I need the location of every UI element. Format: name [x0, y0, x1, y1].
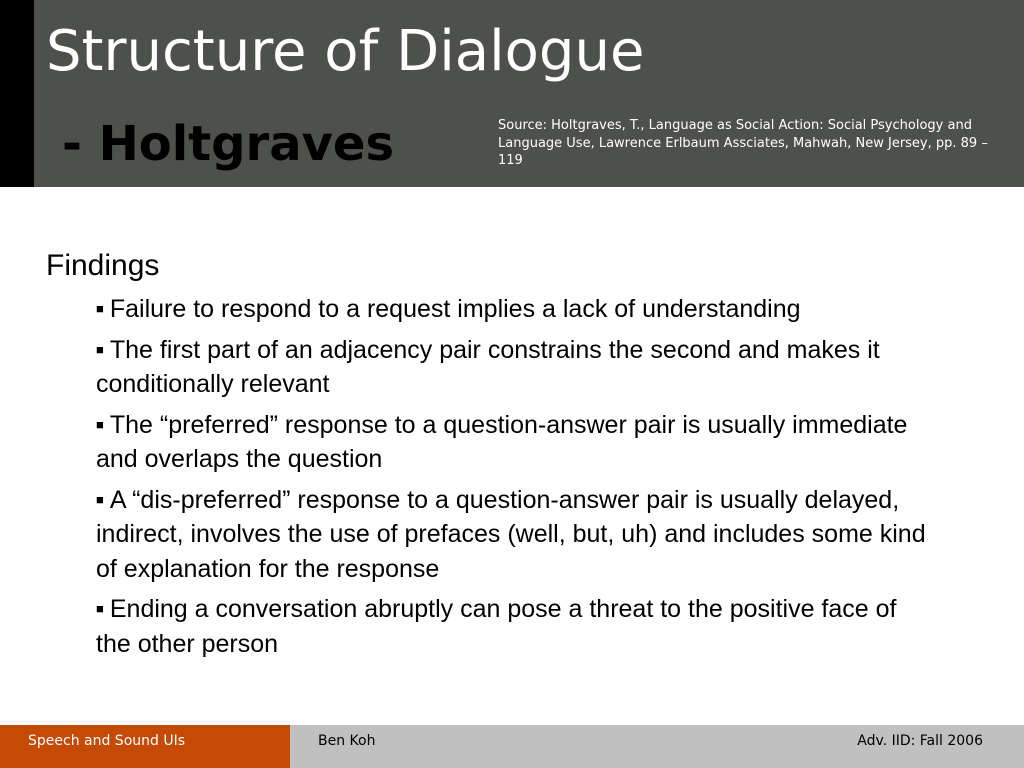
- square-bullet-icon: ■: [96, 601, 104, 616]
- square-bullet-icon: ■: [96, 301, 104, 316]
- title-banner: [0, 0, 1024, 187]
- bullet-text: The “preferred” response to a question-answer pair is usually immediate and overlaps the question: [96, 410, 908, 473]
- banner-accent-strip: [0, 0, 34, 187]
- source-citation: Source: Holtgraves, T., Language as Social Action: Social Psychology and Language Use, Lawrence Erlbaum Assciates, Mahwah, New Jersey, pp. 89 – 119: [498, 118, 988, 168]
- section-heading: Findings: [46, 249, 160, 282]
- footer-author: Ben Koh: [318, 733, 376, 749]
- slide-body: [46, 248, 926, 667]
- slide-subtitle: - Holtgraves: [62, 116, 395, 172]
- list-item: [96, 292, 926, 327]
- list-item: [96, 408, 926, 477]
- list-item: [96, 483, 926, 587]
- bullet-text: Ending a conversation abruptly can pose a threat to the positive face of the other person: [96, 595, 897, 658]
- list-item: [96, 592, 926, 661]
- footer-course: Speech and Sound UIs: [28, 733, 186, 749]
- findings-list: [46, 292, 926, 661]
- footer-bar: [0, 725, 1024, 768]
- bullet-text: The first part of an adjacency pair constrains the second and makes it conditionally relevant: [96, 335, 880, 398]
- list-item: [96, 333, 926, 402]
- bullet-text: Failure to respond to a request implies a lack of understanding: [109, 295, 801, 323]
- footer-term: Adv. IID: Fall 2006: [857, 733, 983, 749]
- square-bullet-icon: ■: [96, 491, 104, 507]
- bullet-text: A “dis-preferred” response to a question-answer pair is usually delayed, indirect, involves the use of prefaces (well, but, uh) and includes some kind of explanation for the response: [96, 485, 926, 583]
- square-bullet-icon: ■: [96, 341, 104, 357]
- slide-title: Structure of Dialogue: [46, 19, 645, 84]
- square-bullet-icon: ■: [96, 416, 104, 432]
